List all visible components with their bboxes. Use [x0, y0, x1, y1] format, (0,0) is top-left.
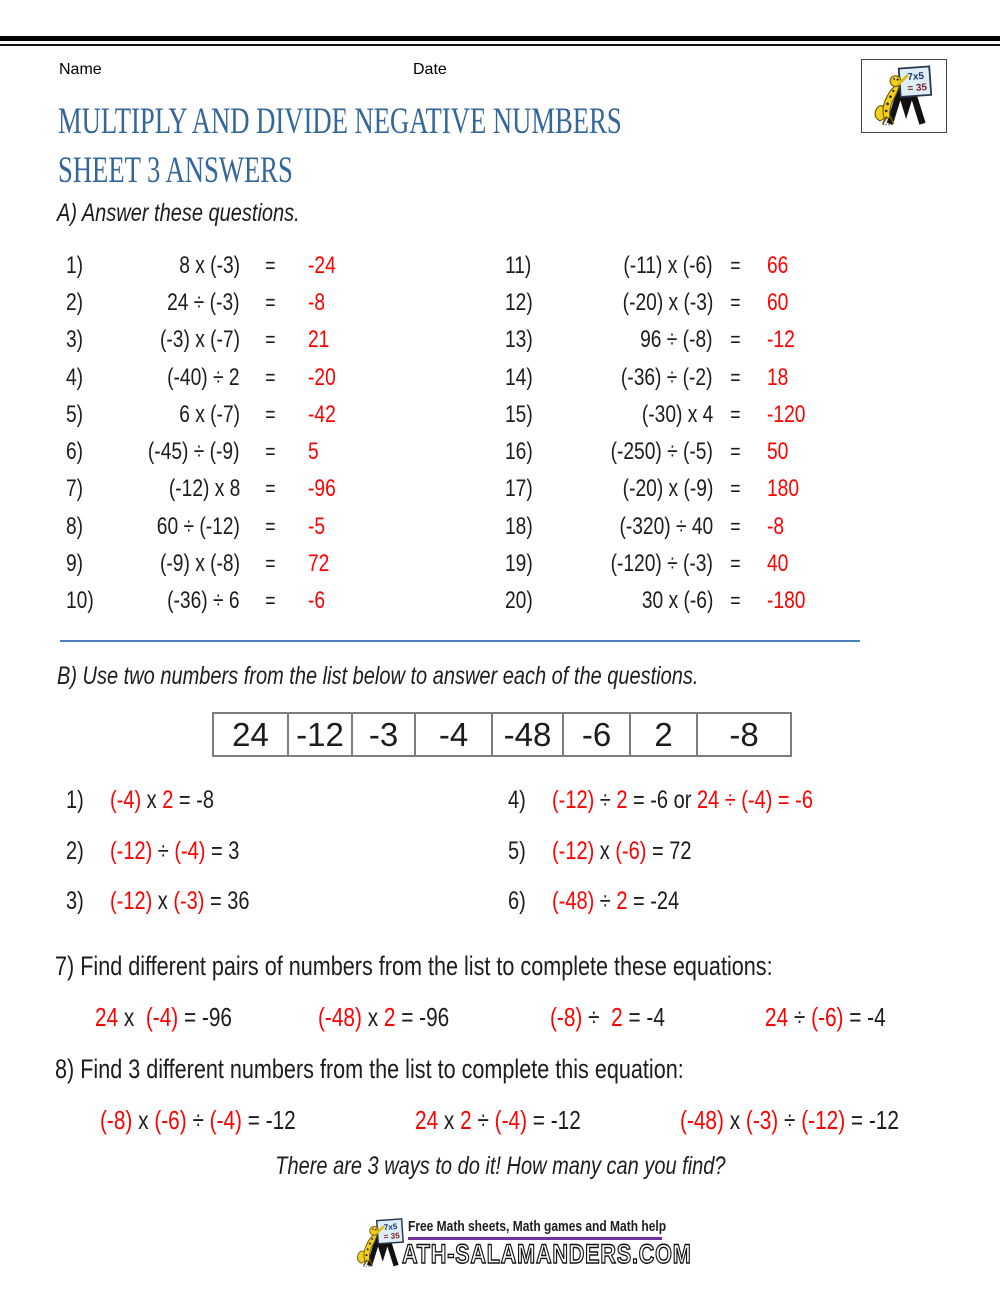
- answer-value: 66: [767, 251, 789, 279]
- question-row: [66, 508, 343, 545]
- question-expression: 24 ÷ (-3): [167, 288, 240, 316]
- equals-sign: =: [729, 327, 741, 353]
- question-expression: (-36) ÷ 6: [167, 587, 240, 615]
- equals-sign: =: [264, 401, 276, 427]
- question-row: [505, 471, 815, 508]
- answer-value: 180: [767, 475, 800, 503]
- question7-heading: 7) Find different pairs of numbers from the list to complete these equations:: [55, 951, 773, 981]
- question-row: [66, 545, 343, 582]
- answer-value: 50: [767, 438, 789, 466]
- question-expression: (-11) x (-6): [623, 251, 713, 279]
- number-list-cell: -3: [351, 714, 414, 755]
- answer-expression: (-12) x (-3) = 36: [110, 887, 250, 915]
- equals-sign: =: [264, 327, 276, 353]
- question-expression: (-40) ÷ 2: [167, 363, 240, 391]
- equals-sign: =: [264, 476, 276, 502]
- question-expression: (-20) x (-9): [622, 475, 713, 503]
- equals-sign: =: [729, 551, 741, 577]
- question-number: 18): [505, 512, 533, 540]
- question-row: [505, 359, 815, 396]
- name-label: Name: [59, 61, 102, 78]
- question-row: [66, 433, 343, 470]
- section-b-heading: B) Use two numbers from the list below to answer each of the questions.: [57, 662, 699, 690]
- question-row: [66, 786, 240, 815]
- footer-site-wordmark: ATH-SALAMANDERS.COM: [402, 1239, 692, 1269]
- question8-heading: 8) Find 3 different numbers from the list to complete this equation:: [55, 1054, 684, 1084]
- number-list-cell: -48: [491, 714, 562, 755]
- answer-value: 21: [308, 326, 330, 354]
- answer-value: -6: [308, 587, 326, 615]
- question-number: 7): [66, 475, 84, 503]
- question-number: 9): [66, 550, 84, 578]
- salamander-logo-box: [861, 59, 947, 133]
- question-row: [66, 284, 343, 321]
- section-a-heading: A) Answer these questions.: [57, 199, 300, 227]
- answer-value: 40: [767, 550, 789, 578]
- answer-value: -8: [308, 288, 326, 316]
- question-number: 20): [505, 587, 533, 615]
- question-row: [505, 545, 815, 582]
- question-expression: (-320) ÷ 40: [619, 512, 713, 540]
- question7-answer: (-8) ÷ 2 = -4: [550, 1002, 665, 1032]
- section-a-left-column: [66, 247, 343, 620]
- question-row: [508, 887, 711, 916]
- question-row: [66, 887, 284, 916]
- question-number: 4): [66, 363, 84, 391]
- question7-answer: (-48) x 2 = -96: [318, 1002, 450, 1032]
- question-number: 14): [505, 363, 533, 391]
- equals-sign: =: [264, 588, 276, 614]
- question-row: [505, 284, 815, 321]
- question-number: 2): [66, 837, 84, 865]
- question-number: 5): [66, 400, 84, 428]
- question-number: 4): [508, 786, 526, 814]
- answer-value: -180: [767, 587, 806, 615]
- number-list-cell: -6: [562, 714, 629, 755]
- question-number: 16): [505, 438, 533, 466]
- question-row: [66, 359, 343, 396]
- question-row: [66, 837, 272, 866]
- answer-value: -5: [308, 512, 326, 540]
- equals-sign: =: [264, 364, 276, 390]
- equals-sign: =: [729, 252, 741, 278]
- question-number: 17): [505, 475, 533, 503]
- equals-sign: =: [729, 588, 741, 614]
- equals-sign: =: [729, 476, 741, 502]
- question8-answer: (-48) x (-3) ÷ (-12) = -12: [680, 1105, 899, 1135]
- answer-value: -20: [308, 363, 336, 391]
- question-number: 8): [66, 512, 84, 540]
- answer-expression: (-48) ÷ 2 = -24: [552, 887, 680, 915]
- question-row: [505, 396, 815, 433]
- question-expression: (-45) ÷ (-9): [148, 438, 240, 466]
- question-number: 2): [66, 288, 84, 316]
- answer-expression: (-12) ÷ (-4) = 3: [110, 837, 240, 865]
- number-list-box: [212, 712, 792, 757]
- question-number: 10): [66, 587, 94, 615]
- question-row: [66, 247, 343, 284]
- question-number: 6): [66, 438, 84, 466]
- question-row: [505, 583, 815, 620]
- question-number: 12): [505, 288, 533, 316]
- question8-answer: (-8) x (-6) ÷ (-4) = -12: [100, 1105, 296, 1135]
- answer-value: 72: [308, 550, 330, 578]
- equals-sign: =: [729, 439, 741, 465]
- date-label: Date: [413, 61, 447, 78]
- equals-sign: =: [729, 289, 741, 315]
- question-expression: (-3) x (-7): [160, 326, 240, 354]
- question-number: 13): [505, 326, 533, 354]
- page-title-line1: MULTIPLY AND DIVIDE NEGATIVE NUMBERS: [58, 101, 622, 142]
- equals-sign: =: [264, 439, 276, 465]
- question-number: 1): [66, 786, 84, 814]
- answer-value: -24: [308, 251, 336, 279]
- page-title-line2: SHEET 3 ANSWERS: [58, 150, 293, 191]
- question-expression: 96 ÷ (-8): [640, 326, 713, 354]
- equals-sign: =: [264, 551, 276, 577]
- question-number: 6): [508, 887, 526, 915]
- answer-value: 60: [767, 288, 789, 316]
- question8-answer: 24 x 2 ÷ (-4) = -12: [415, 1105, 581, 1135]
- answer-value: 5: [308, 438, 319, 466]
- question-expression: (-36) ÷ (-2): [621, 363, 713, 391]
- question-row: [505, 508, 815, 545]
- answer-value: -12: [767, 326, 795, 354]
- answer-expression: (-4) x 2 = -8: [110, 786, 214, 814]
- question-expression: 60 ÷ (-12): [156, 512, 240, 540]
- question-number: 15): [505, 400, 533, 428]
- salamander-logo: [868, 64, 940, 128]
- question-number: 3): [66, 887, 84, 915]
- question-expression: (-120) ÷ (-3): [610, 550, 713, 578]
- answer-value: 18: [767, 363, 789, 391]
- question-row: [508, 837, 726, 866]
- question-row: [66, 583, 343, 620]
- question-number: 1): [66, 251, 84, 279]
- equals-sign: =: [264, 252, 276, 278]
- question-number: 3): [66, 326, 84, 354]
- equals-sign: =: [729, 513, 741, 539]
- question-number: 5): [508, 837, 526, 865]
- top-rule: [0, 36, 1000, 46]
- section-divider: [60, 640, 860, 642]
- footer-tagline: Free Math sheets, Math games and Math help: [408, 1218, 667, 1235]
- equals-sign: =: [264, 289, 276, 315]
- question-expression: (-9) x (-8): [160, 550, 240, 578]
- question-row: [505, 433, 815, 470]
- number-list-cell: -8: [696, 714, 790, 755]
- question-number: 11): [505, 251, 532, 279]
- answer-expression: (-12) x (-6) = 72: [552, 837, 692, 865]
- question-expression: (-20) x (-3): [622, 288, 713, 316]
- question-expression: 6 x (-7): [179, 400, 240, 428]
- answer-expression: (-12) ÷ 2 = -6 or 24 ÷ (-4) = -6: [552, 786, 813, 814]
- question-expression: (-30) x 4: [641, 400, 713, 428]
- question-expression: (-250) ÷ (-5): [610, 438, 713, 466]
- answer-value: -96: [308, 475, 336, 503]
- answer-value: -8: [767, 512, 785, 540]
- question-expression: 30 x (-6): [641, 587, 713, 615]
- answer-value: -42: [308, 400, 336, 428]
- section-a-right-column: [505, 247, 815, 620]
- note-text: There are 3 ways to do it! How many can you find?: [274, 1152, 726, 1180]
- number-list-cell: 2: [629, 714, 696, 755]
- number-list-cell: -4: [414, 714, 491, 755]
- number-list-cell: 24: [232, 715, 269, 753]
- question-expression: 8 x (-3): [179, 251, 240, 279]
- question7-answer: 24 ÷ (-6) = -4: [765, 1002, 886, 1032]
- question-row: [66, 471, 343, 508]
- question-expression: (-12) x 8: [168, 475, 240, 503]
- question-row: [508, 786, 878, 815]
- answer-value: -120: [767, 400, 806, 428]
- question-row: [66, 396, 343, 433]
- question-row: [505, 322, 815, 359]
- question-row: [66, 322, 343, 359]
- equals-sign: =: [264, 513, 276, 539]
- question-number: 19): [505, 550, 533, 578]
- equals-sign: =: [729, 364, 741, 390]
- question7-answer: 24 x (-4) = -96: [95, 1002, 232, 1032]
- number-list-cell: -12: [287, 714, 351, 755]
- equals-sign: =: [729, 401, 741, 427]
- question-row: [505, 247, 815, 284]
